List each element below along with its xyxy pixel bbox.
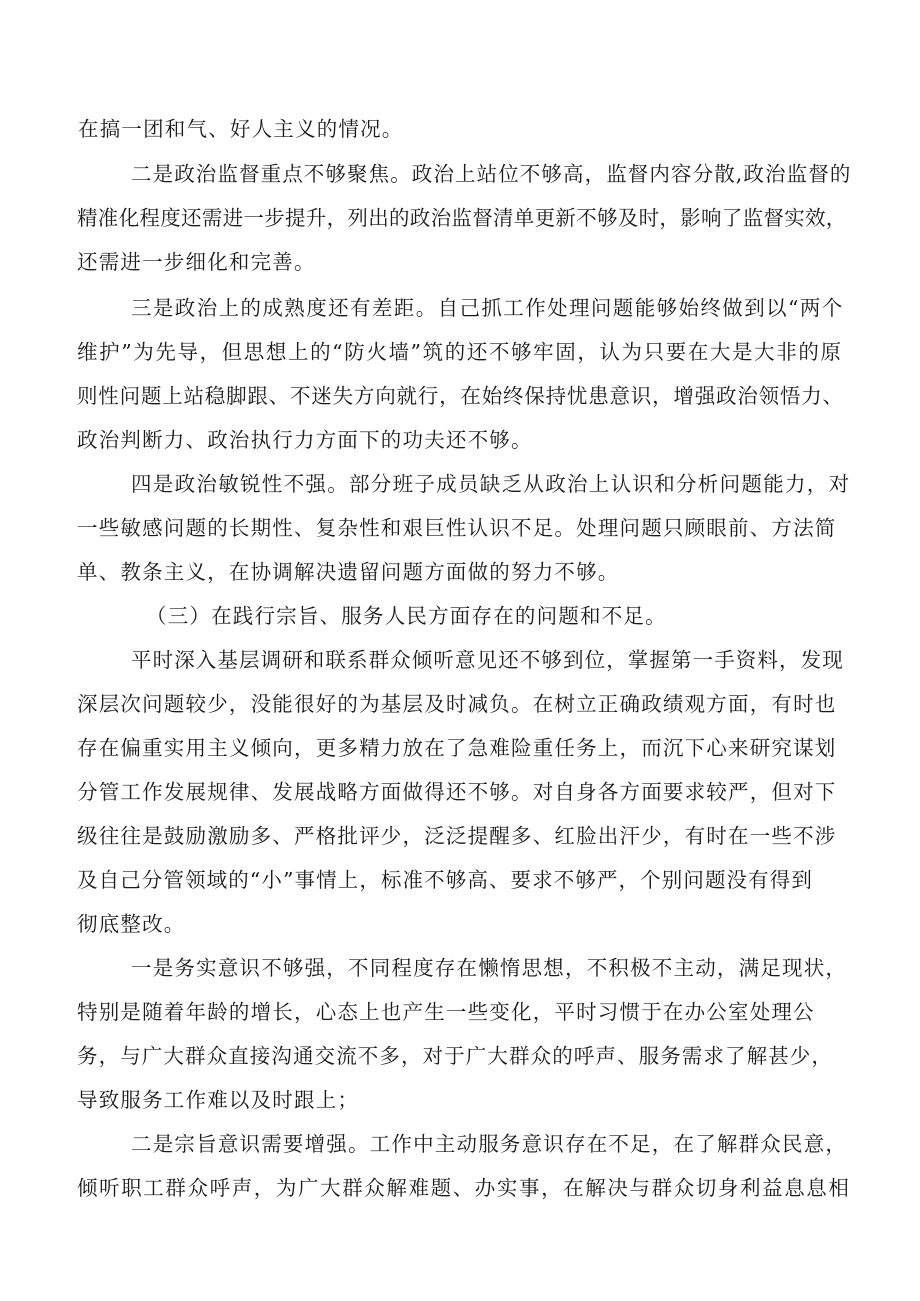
text-line: 一是务实意识不够强，不同程度存在懒惰思想，不积极不主动，满足现状， bbox=[131, 956, 848, 980]
text-line: 存在偏重实用主义倾向，更多精力放在了急难险重任务上，而沉下心来研究谋划 bbox=[77, 736, 837, 760]
text-line: 倾听职工群众呼声，为广大群众解难题、办实事，在解决与群众切身利益息息相 bbox=[77, 1176, 851, 1200]
text-line: 二是宗旨意识需要增强。工作中主动服务意识存在不足，在了解群众民意， bbox=[131, 1132, 848, 1156]
text-line: 彻底整改。 bbox=[77, 912, 186, 936]
text-line: 三是政治上的成熟度还有差距。自己抓工作处理问题能够始终做到以“两个 bbox=[131, 296, 844, 320]
text-line: 四是政治敏锐性不强。部分班子成员缺乏从政治上认识和分析问题能力，对 bbox=[131, 472, 851, 496]
text-line: 则性问题上站稳脚跟、不迷失方向就行，在始终保持忧患意识，增强政治领悟力、 bbox=[77, 384, 844, 408]
text-line: 深层次问题较少，没能很好的为基层及时减负。在树立正确政绩观方面，有时也 bbox=[77, 692, 837, 716]
text-line: 精准化程度还需进一步提升，列出的政治监督清单更新不够及时，影响了监督实效， bbox=[77, 206, 847, 230]
text-line: 一些敏感问题的长期性、复杂性和艰巨性认识不足。处理问题只顾眼前、方法简 bbox=[77, 516, 837, 540]
text-line: 级往往是鼓励激励多、严格批评少，泛泛提醒多、红脸出汗少，有时在一些不涉 bbox=[77, 824, 837, 848]
text-line: 在搞一团和气、好人主义的情况。 bbox=[78, 117, 404, 141]
text-line: 及自己分管领域的“小”事情上，标准不够高、要求不够严，个别问题没有得到 bbox=[77, 868, 813, 892]
text-line: 二是政治监督重点不够聚焦。政治上站位不够高，监督内容分散,政治监督的 bbox=[131, 162, 852, 186]
text-line: 务，与广大群众直接沟通交流不多，对于广大群众的呼声、服务需求了解甚少， bbox=[77, 1044, 833, 1068]
section-heading: （三）在践行宗旨、服务人民方面存在的问题和不足。 bbox=[146, 604, 667, 628]
text-line: 平时深入基层调研和联系群众倾听意见还不够到位，掌握第一手资料，发现 bbox=[131, 648, 844, 672]
text-line: 分管工作发展规律、发展战略方面做得还不够。对自身各方面要求较严，但对下 bbox=[77, 780, 837, 804]
text-line: 政治判断力、政治执行力方面下的功夫还不够。 bbox=[77, 428, 533, 452]
text-line: 维护”为先导，但思想上的“防火墙”筑的还不够牢固，认为只要在大是大非的原 bbox=[77, 340, 843, 364]
text-line: 还需进一步细化和完善。 bbox=[77, 250, 316, 274]
text-line: 特别是随着年龄的增长，心态上也产生一些变化，平时习惯于在办公室处理公 bbox=[77, 1000, 815, 1024]
text-line: 单、教条主义，在协调解决遗留问题方面做的努力不够。 bbox=[77, 560, 620, 584]
text-line: 导致服务工作难以及时跟上； bbox=[77, 1088, 360, 1112]
